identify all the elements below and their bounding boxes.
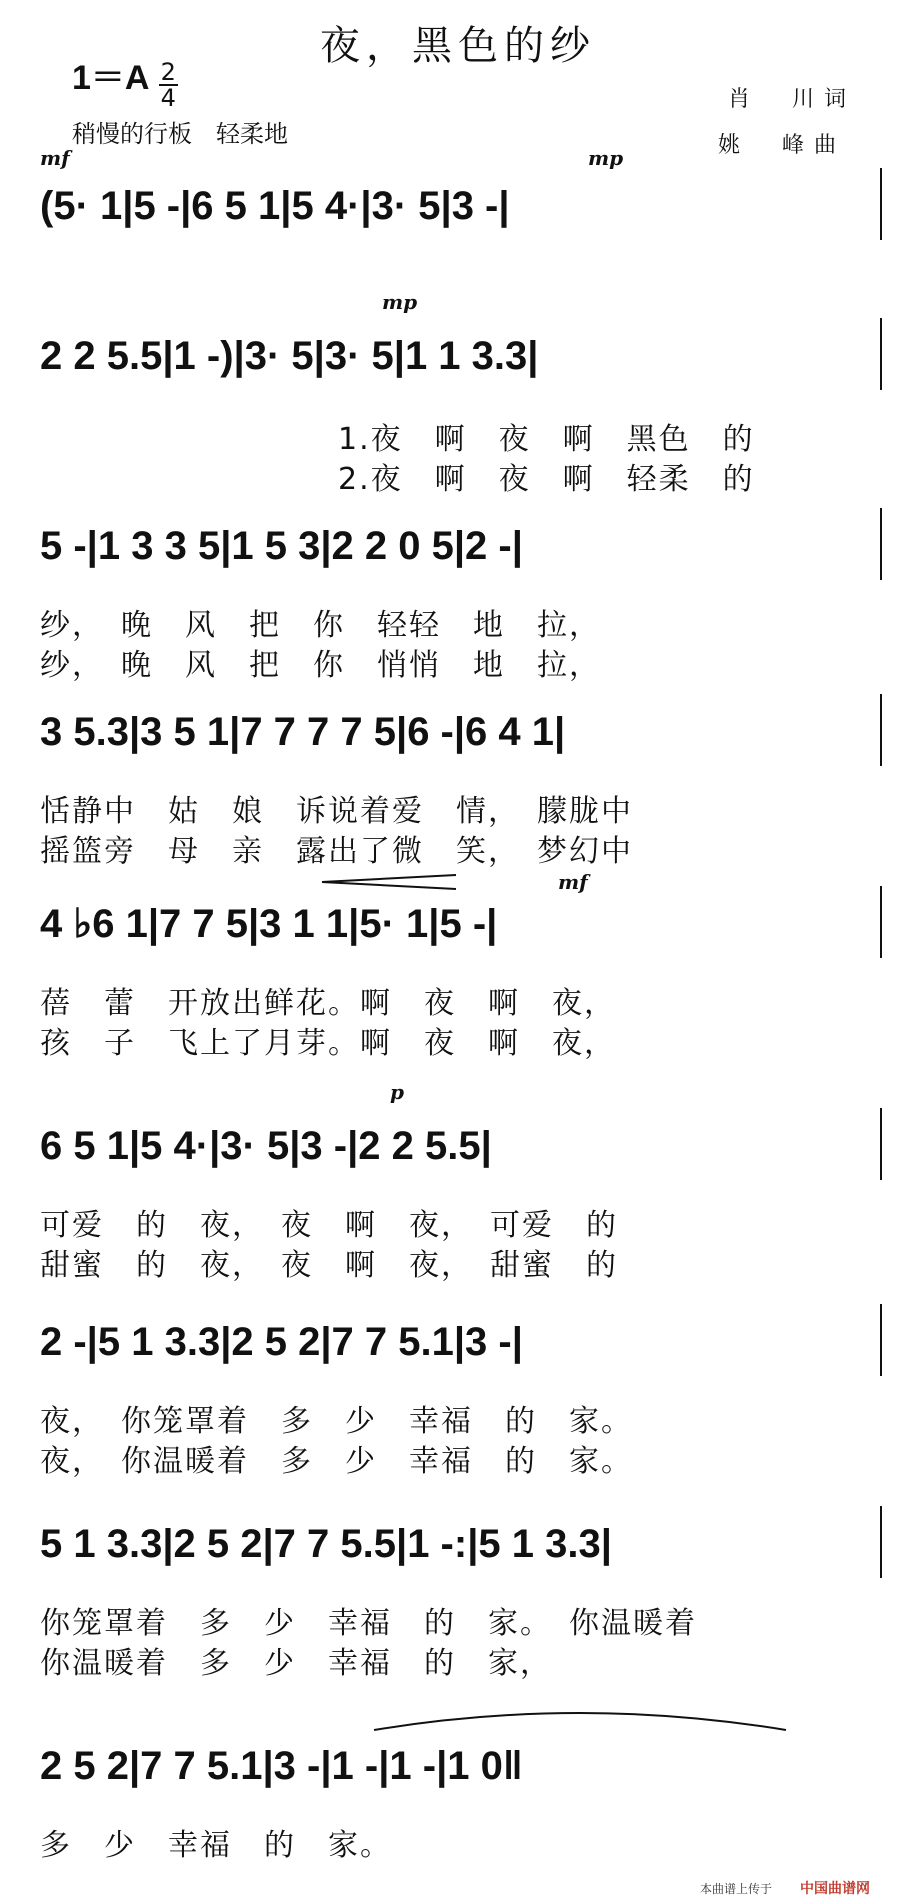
- lyric-verse-1: 夜， 你笼罩着 多 少 幸福 的 家。: [40, 1404, 633, 1439]
- lyric-verse-2: 孩 子 飞上了月芽。啊 夜 啊 夜，: [40, 1026, 616, 1061]
- lyric-verse-1: 多 少 幸福 的 家。: [40, 1828, 392, 1863]
- barline: [880, 1506, 882, 1578]
- dynamic-marking: p: [390, 1080, 404, 1104]
- notation-line: 3 5.3|3 5 1|7 7 7 7 5|6 -|6 4 1|: [40, 710, 566, 754]
- dynamic-marking: mp: [382, 290, 418, 314]
- dynamic-marking: mf: [558, 870, 588, 894]
- notation-line: 5 -|1 3 3 5|1 5 3|2 2 0 5|2 -|: [40, 524, 523, 568]
- barline: [880, 886, 882, 958]
- staff-system: [40, 520, 882, 683]
- lyric-verse-2: 2.夜 啊 夜 啊 轻柔 的: [338, 462, 755, 497]
- notation-line: 2 2 5.5|1 -)|3· 5|3· 5|1 1 3.3|: [40, 334, 539, 378]
- staff-system: [40, 1080, 882, 1283]
- lyric-verse-1: 1.夜 啊 夜 啊 黑色 的: [338, 422, 755, 457]
- staff-system: [40, 1518, 882, 1681]
- notation-line: 2 5 2|7 7 5.1|3 -|1 -|1 -|1 0‖: [40, 1744, 523, 1788]
- lyric-verse-2: 夜， 你温暖着 多 少 幸福 的 家。: [40, 1444, 633, 1479]
- barline: [880, 1108, 882, 1180]
- lyric-verse-1: 可爱 的 夜， 夜 啊 夜， 可爱 的: [40, 1208, 618, 1243]
- lyric-verse-2: 你温暖着 多 少 幸福 的 家，: [40, 1646, 552, 1681]
- staff-system: [40, 146, 882, 300]
- lyric-verse-1: 纱， 晚 风 把 你 轻轻 地 拉，: [40, 608, 601, 643]
- lyric-verse-1: 恬静中 姑 娘 诉说着爱 情， 朦胧中: [40, 794, 633, 829]
- barline: [880, 694, 882, 766]
- page-title: 夜，黑色的纱: [320, 23, 596, 69]
- notation-line: 6 5 1|5 4·|3· 5|3 -|2 2 5.5|: [40, 1124, 492, 1168]
- staff-system: [40, 1740, 882, 1870]
- lyricist-credit: 肖 川词: [728, 87, 857, 112]
- site-logo: 中国曲谱网: [800, 1881, 870, 1897]
- dynamic-marking: mf: [40, 146, 70, 170]
- lyric-verse-2: 甜蜜 的 夜， 夜 啊 夜， 甜蜜 的: [40, 1248, 618, 1283]
- time-signature: [159, 57, 178, 112]
- staff-system: [40, 706, 882, 869]
- dynamic-marking: mp: [588, 146, 624, 170]
- lyric-verse-2: 纱， 晚 风 把 你 悄悄 地 拉，: [40, 648, 601, 683]
- barline: [880, 1304, 882, 1376]
- lyric-verse-1: 蓓 蕾 开放出鲜花。啊 夜 啊 夜，: [40, 986, 616, 1021]
- notation-line: (5· 1|5 -|6 5 1|5 4·|3· 5|3 -|: [40, 184, 510, 228]
- lyric-verse-2: 摇篮旁 母 亲 露出了微 笑， 梦幻中: [40, 834, 633, 869]
- notation-line: 5 1 3.3|2 5 2|7 7 5.5|1 -:|5 1 3.3|: [40, 1522, 612, 1566]
- staff-system: [40, 870, 882, 1061]
- notation-line: 4 ♭6 1|7 7 5|3 1 1|5· 1|5 -|: [40, 902, 498, 946]
- tie-arc: [370, 1704, 790, 1734]
- key-signature-block: [72, 50, 178, 110]
- notation-line: 2 -|5 1 3.3|2 5 2|7 7 5.1|3 -|: [40, 1320, 523, 1364]
- key-signature: 1＝A: [72, 59, 150, 97]
- time-denominator: 4: [160, 83, 176, 112]
- barline: [880, 508, 882, 580]
- diminuendo-hairpin: [320, 872, 460, 892]
- barline: [880, 318, 882, 390]
- lyric-verse-1: 你笼罩着 多 少 幸福 的 家。 你温暖着: [40, 1606, 697, 1641]
- staff-system: [40, 290, 882, 500]
- staff-system: [40, 1316, 882, 1479]
- upload-note: 本曲谱上传于: [700, 1882, 773, 1896]
- barline: [880, 168, 882, 240]
- time-numerator: 2: [160, 57, 176, 86]
- composer-credit: 姚 峰曲: [718, 133, 847, 158]
- tempo-marking: 稍慢的行板 轻柔地: [72, 120, 288, 148]
